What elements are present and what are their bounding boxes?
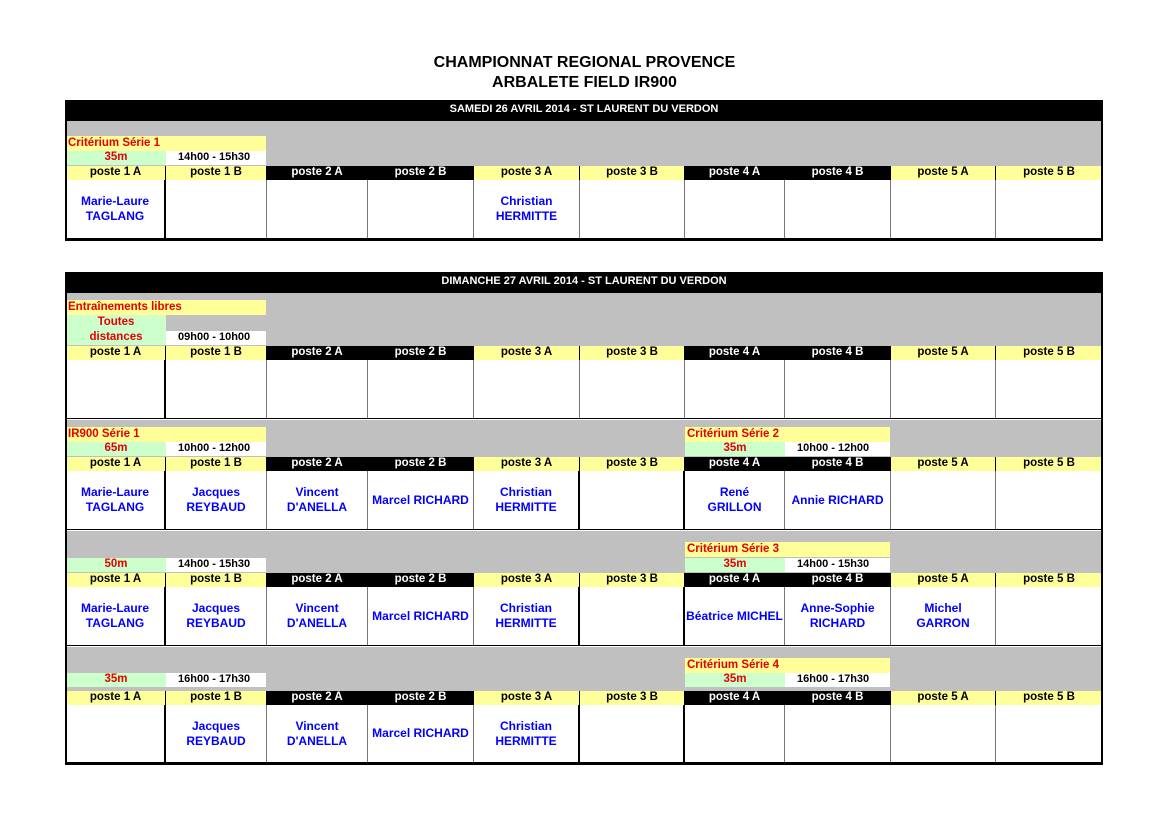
saturday-poste-header: poste 2 A xyxy=(267,166,368,180)
free-poste-header: poste 5 A xyxy=(891,346,996,360)
block2-right-distance: 35m xyxy=(685,558,785,572)
block1-archer-name: Marie-Laure TAGLANG xyxy=(80,485,150,514)
block1-archer-name: Marcel RICHARD xyxy=(372,492,469,507)
block2-archer-name: Marie-Laure TAGLANG xyxy=(80,601,150,630)
saturday-poste-header: poste 2 B xyxy=(368,166,474,180)
saturday-poste-header: poste 4 A xyxy=(685,166,785,180)
block2-poste-header: poste 5 A xyxy=(891,573,996,587)
block1-name-cell xyxy=(267,471,368,529)
free-name-cell xyxy=(166,360,267,418)
free-name-cell xyxy=(785,360,891,418)
block1-name-cell xyxy=(685,471,785,529)
block2-poste-header: poste 1 A xyxy=(66,573,166,587)
block2-archer-name: Béatrice MICHEL xyxy=(686,608,783,623)
saturday-name-cell xyxy=(891,180,996,238)
free-name-cell xyxy=(685,360,785,418)
block2-name-cell xyxy=(368,587,474,645)
block1-archer-name: Jacques REYBAUD xyxy=(186,485,246,514)
saturday-day-header: SAMEDI 26 AVRIL 2014 - ST LAURENT DU VERDON xyxy=(66,101,1102,121)
block3-poste-header: poste 2 B xyxy=(368,691,474,705)
block1-archer-name: Vincent D'ANELLA xyxy=(286,485,348,514)
saturday-session-label: Critérium Série 1 xyxy=(66,136,266,151)
block2-archer-name: Vincent D'ANELLA xyxy=(286,601,348,630)
block2-name-cell xyxy=(66,587,166,645)
free-poste-header: poste 2 B xyxy=(368,346,474,360)
saturday-name-cell xyxy=(580,180,685,238)
saturday-distance: 35m xyxy=(66,151,166,165)
block2-right-label: Critérium Série 3 xyxy=(685,542,890,557)
block1-poste-header-row xyxy=(66,457,1102,471)
block2-left-distance: 50m xyxy=(66,558,166,572)
block1-left-distance: 65m xyxy=(66,442,166,456)
block3-poste-header: poste 4 A xyxy=(685,691,785,705)
free-training-label: Entraînements libres xyxy=(66,300,266,315)
block3-poste-header: poste 1 A xyxy=(66,691,166,705)
block2-right-time: 14h00 - 15h30 xyxy=(785,558,890,572)
saturday-poste-header: poste 5 B xyxy=(996,166,1102,180)
saturday-name-cell xyxy=(267,180,368,238)
free-name-cell xyxy=(996,360,1102,418)
block2-archer-name: Michel GARRON xyxy=(916,601,970,630)
free-poste-header: poste 3 A xyxy=(474,346,580,360)
block3-archer-name: Vincent D'ANELLA xyxy=(286,718,348,748)
block3-name-cell xyxy=(267,705,368,762)
saturday-archer-name: Marie-Laure TAGLANG xyxy=(80,194,150,223)
free-poste-header: poste 4 A xyxy=(685,346,785,360)
free-poste-header-row xyxy=(66,346,1102,360)
block3-poste-header: poste 5 B xyxy=(996,691,1102,705)
free-poste-header: poste 5 B xyxy=(996,346,1102,360)
saturday-name-cell xyxy=(996,180,1102,238)
block1-archer-name: Annie RICHARD xyxy=(791,492,884,507)
saturday-name-cell xyxy=(685,180,785,238)
free-name-cell xyxy=(474,360,580,418)
saturday-poste-header: poste 4 B xyxy=(785,166,891,180)
block3-name-cell xyxy=(66,705,166,762)
block2-archer-name: Jacques REYBAUD xyxy=(186,601,246,630)
block3-poste-header: poste 5 A xyxy=(891,691,996,705)
block3-poste-header: poste 3 A xyxy=(474,691,580,705)
block3-name-cell xyxy=(996,705,1102,762)
page-subtitle: ARBALETE FIELD IR900 xyxy=(492,74,677,91)
block1-name-cell xyxy=(996,471,1102,529)
block1-poste-header: poste 2 A xyxy=(267,457,368,471)
free-name-cell xyxy=(368,360,474,418)
block1-left-label: IR900 Série 1 xyxy=(66,427,266,442)
free-poste-header: poste 4 B xyxy=(785,346,891,360)
free-poste-header: poste 2 A xyxy=(267,346,368,360)
block3-name-cell xyxy=(580,705,685,762)
saturday-poste-header: poste 1 B xyxy=(166,166,267,180)
block1-name-cell xyxy=(166,471,267,529)
block1-name-cell xyxy=(368,471,474,529)
block1-poste-header: poste 1 B xyxy=(166,457,267,471)
block1-poste-header: poste 4 B xyxy=(785,457,891,471)
block2-name-cell xyxy=(996,587,1102,645)
block1-poste-header: poste 5 A xyxy=(891,457,996,471)
saturday-names-row xyxy=(66,180,1102,239)
page-title: CHAMPIONNAT REGIONAL PROVENCE xyxy=(433,54,736,71)
block3-left-time: 16h00 - 17h30 xyxy=(166,673,266,687)
block2-poste-header: poste 4 A xyxy=(685,573,785,587)
block3-names-row xyxy=(66,705,1102,763)
block2-archer-name: Christian HERMITTE xyxy=(495,601,557,630)
free-name-cell xyxy=(66,360,166,418)
block2-poste-header: poste 1 B xyxy=(166,573,267,587)
block1-poste-header: poste 2 B xyxy=(368,457,474,471)
block2-name-cell xyxy=(891,587,996,645)
free-poste-header: poste 3 B xyxy=(580,346,685,360)
block2-left-time: 14h00 - 15h30 xyxy=(166,558,266,572)
block3-right-time: 16h00 - 17h30 xyxy=(785,673,890,687)
block1-right-time: 10h00 - 12h00 xyxy=(785,442,890,456)
block1-name-cell xyxy=(66,471,166,529)
block3-name-cell xyxy=(685,705,785,762)
block2-name-cell xyxy=(166,587,267,645)
saturday-name-cell xyxy=(368,180,474,238)
block3-name-cell xyxy=(891,705,996,762)
block3-left-distance: 35m xyxy=(66,673,166,687)
saturday-name-cell xyxy=(66,180,166,238)
block1-poste-header: poste 1 A xyxy=(66,457,166,471)
saturday-poste-header: poste 3 A xyxy=(474,166,580,180)
block2-poste-header: poste 2 B xyxy=(368,573,474,587)
free-poste-header: poste 1 B xyxy=(166,346,267,360)
block1-poste-header: poste 3 A xyxy=(474,457,580,471)
block1-names-row xyxy=(66,471,1102,530)
block2-name-cell xyxy=(267,587,368,645)
sunday-day-header: DIMANCHE 27 AVRIL 2014 - ST LAURENT DU VERDON xyxy=(66,273,1102,293)
block2-poste-header-row xyxy=(66,573,1102,587)
saturday-poste-header: poste 1 A xyxy=(66,166,166,180)
block3-archer-name: Marcel RICHARD xyxy=(372,726,469,740)
free-training-time: 09h00 - 10h00 xyxy=(166,331,266,345)
block1-left-time: 10h00 - 12h00 xyxy=(166,442,266,456)
saturday-name-cell xyxy=(166,180,267,238)
free-name-cell xyxy=(267,360,368,418)
block2-archer-name: Anne-Sophie RICHARD xyxy=(800,601,875,630)
free-name-cell xyxy=(891,360,996,418)
block1-right-label: Critérium Série 2 xyxy=(685,427,890,442)
block1-archer-name: Christian HERMITTE xyxy=(495,485,557,514)
block2-name-cell xyxy=(785,587,891,645)
saturday-archer-name: Christian HERMITTE xyxy=(495,194,558,223)
saturday-name-cell xyxy=(474,180,580,238)
block1-poste-header: poste 5 B xyxy=(996,457,1102,471)
block2-name-cell xyxy=(580,587,685,645)
saturday-name-cell xyxy=(785,180,891,238)
block1-name-cell xyxy=(580,471,685,529)
block1-name-cell xyxy=(891,471,996,529)
block1-name-cell xyxy=(785,471,891,529)
block3-right-distance: 35m xyxy=(685,673,785,687)
block3-name-cell xyxy=(166,705,267,762)
free-poste-header: poste 1 A xyxy=(66,346,166,360)
block1-name-cell xyxy=(474,471,580,529)
block3-right-label: Critérium Série 4 xyxy=(685,658,890,673)
block3-poste-header: poste 2 A xyxy=(267,691,368,705)
block2-poste-header: poste 4 B xyxy=(785,573,891,587)
block2-archer-name: Marcel RICHARD xyxy=(372,608,469,623)
block2-names-row xyxy=(66,587,1102,646)
block1-poste-header: poste 4 A xyxy=(685,457,785,471)
saturday-poste-header-row xyxy=(66,166,1102,180)
saturday-poste-header: poste 5 A xyxy=(891,166,996,180)
block2-name-cell xyxy=(685,587,785,645)
block2-poste-header: poste 3 B xyxy=(580,573,685,587)
saturday-time: 14h00 - 15h30 xyxy=(166,151,266,165)
block3-archer-name: Jacques REYBAUD xyxy=(186,718,246,748)
block3-name-cell xyxy=(368,705,474,762)
block2-poste-header: poste 3 A xyxy=(474,573,580,587)
block1-poste-header: poste 3 B xyxy=(580,457,685,471)
block3-name-cell xyxy=(785,705,891,762)
block3-poste-header: poste 3 B xyxy=(580,691,685,705)
free-training-distance: Toutes distances xyxy=(66,315,166,345)
saturday-poste-header: poste 3 B xyxy=(580,166,685,180)
block3-name-cell xyxy=(474,705,580,762)
block2-poste-header: poste 5 B xyxy=(996,573,1102,587)
block3-poste-header: poste 1 B xyxy=(166,691,267,705)
free-name-cell xyxy=(580,360,685,418)
block3-poste-header-row xyxy=(66,691,1102,705)
block2-poste-header: poste 2 A xyxy=(267,573,368,587)
block1-archer-name: René GRILLON xyxy=(707,485,762,514)
block2-name-cell xyxy=(474,587,580,645)
block1-right-distance: 35m xyxy=(685,442,785,456)
free-names-row xyxy=(66,360,1102,419)
block3-poste-header: poste 4 B xyxy=(785,691,891,705)
block3-archer-name: Christian HERMITTE xyxy=(495,718,557,748)
